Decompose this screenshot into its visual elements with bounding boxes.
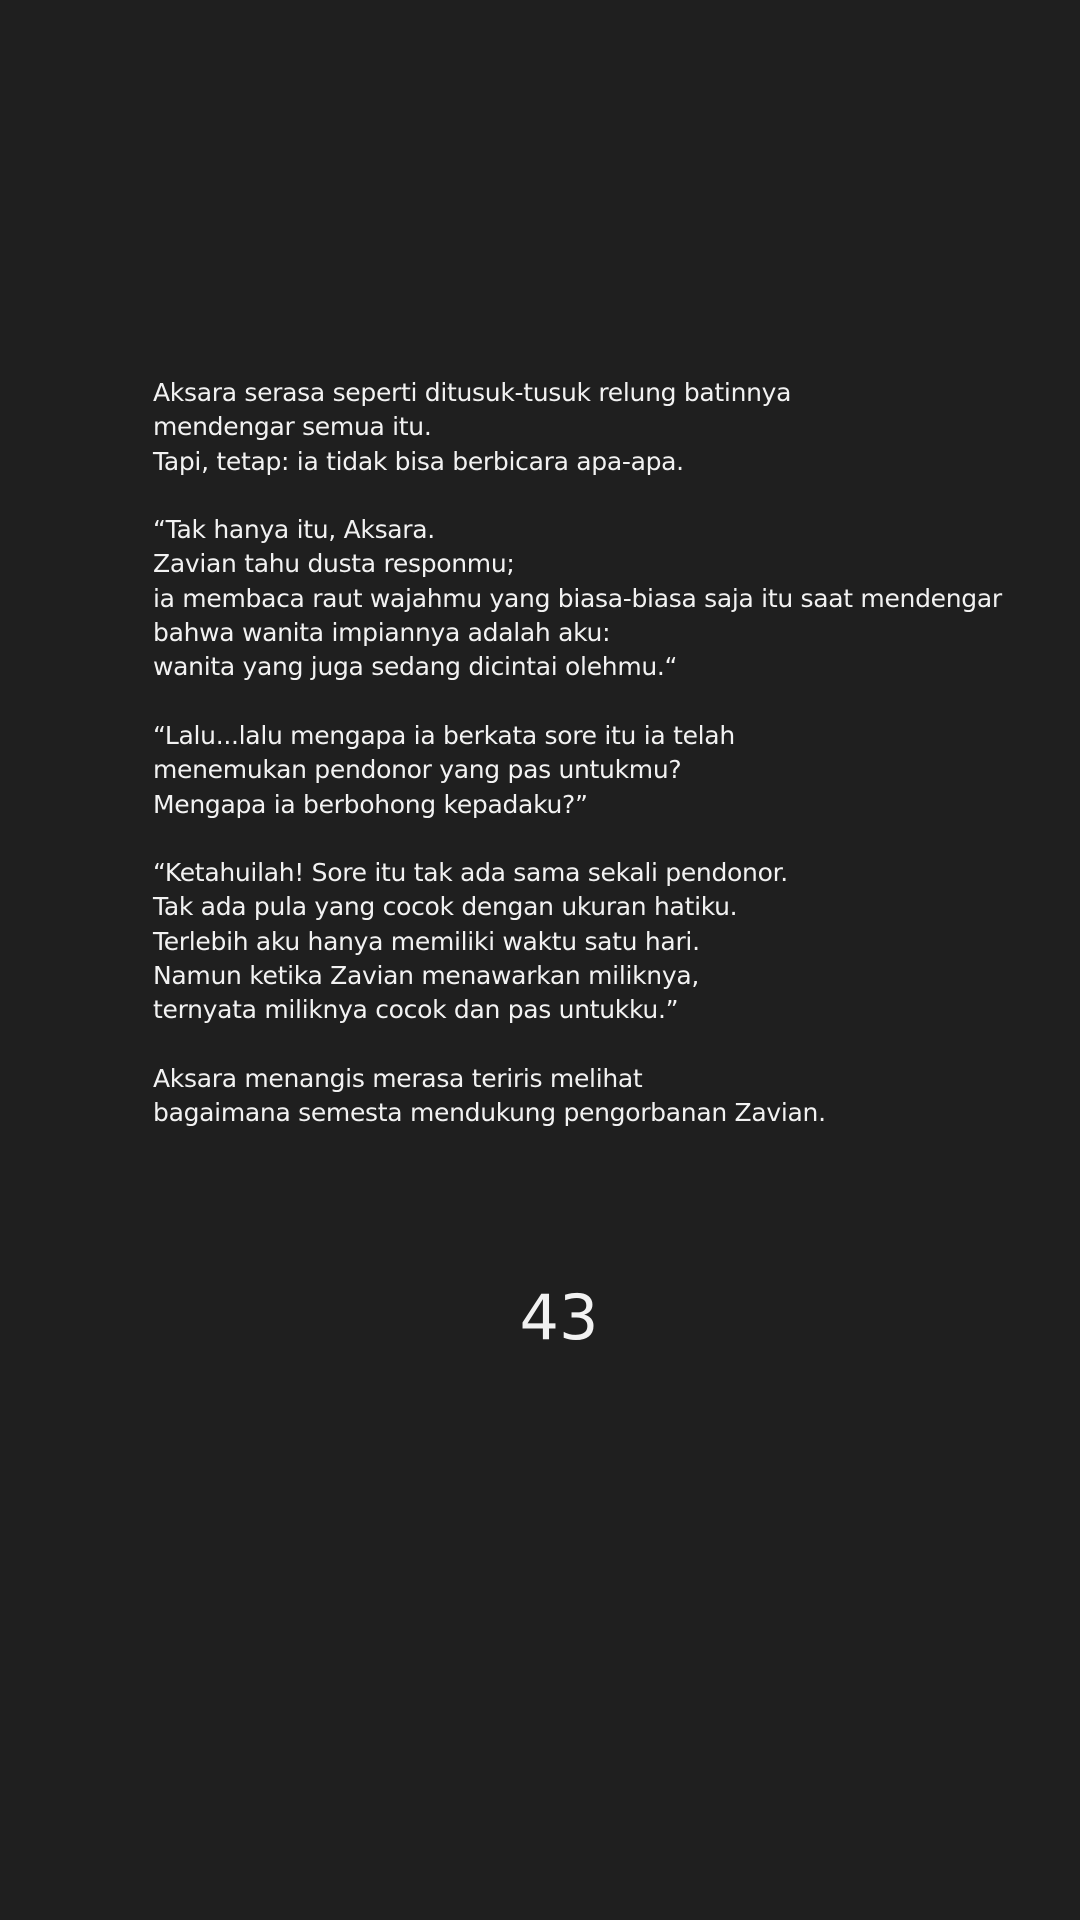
text-line: Zavian tahu dusta responmu; [153,549,515,579]
text-line: Namun ketika Zavian menawarkan miliknya, [153,961,699,991]
paragraph [153,1062,1053,1131]
text-line: Tak ada pula yang cocok dengan ukuran hatiku. [153,892,738,922]
text-line: bahwa wanita impiannya adalah aku: [153,618,611,648]
text-line: bagaimana semesta mendukung pengorbanan Zavian. [153,1098,826,1128]
paragraph [153,376,1053,479]
text-line: Aksara serasa seperti ditusuk-tusuk relung batinnya [153,378,792,407]
text-line: Mengapa ia berbohong kepadaku?” [153,789,588,819]
paragraph [153,856,1053,1027]
text-line: ia membaca raut wajahmu yang biasa-biasa saja itu saat mendengar [153,583,1002,613]
paragraph [153,513,1053,684]
text-line: “Tak hanya itu, Aksara. [153,515,435,545]
text-line: ternyata miliknya cocok dan pas untukku.” [153,995,679,1025]
paragraph [153,719,1053,822]
text-line: Aksara menangis merasa teriris melihat [153,1063,643,1093]
page-number: 43 [519,1281,599,1354]
text-line: Terlebih aku hanya memiliki waktu satu hari. [153,926,700,956]
text-line: “Lalu...lalu mengapa ia berkata sore itu ia telah [153,720,735,750]
text-line: mendengar semua itu. [153,412,432,442]
text-line: wanita yang juga sedang dicintai olehmu.“ [153,652,678,682]
story-text [153,376,1053,1165]
text-line: menemukan pendonor yang pas untukmu? [153,755,682,785]
text-line: “Ketahuilah! Sore itu tak ada sama sekali pendonor. [153,858,788,888]
text-line: Tapi, tetap: ia tidak bisa berbicara apa-apa. [153,446,684,476]
